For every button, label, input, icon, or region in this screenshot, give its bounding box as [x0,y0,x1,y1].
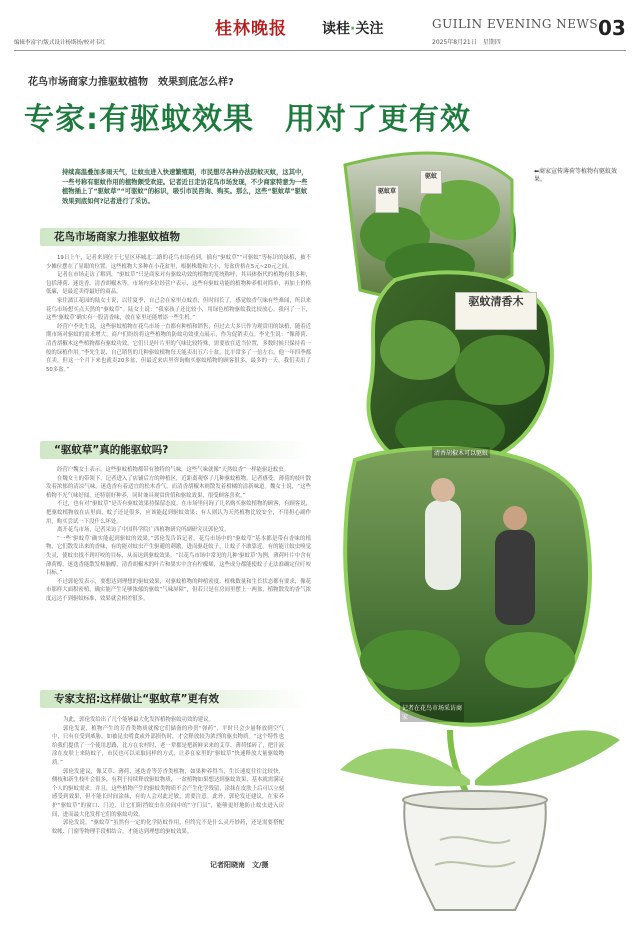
caption-text: 商家宣传薄荷等植物有驱蚊效果。 [534,168,618,183]
section-body-2 [46,466,311,604]
article-lead: 持续高温叠加多雨天气，让蚊虫进入快速繁殖期，市民想尽各种办法防蚊灭蚊，这其中，一些号称有驱蚊作用的植物颇受欢迎。记者近日走访花鸟市场发现，不少商家特意为一些植物插上了“驱蚊草”“可驱蚊”的标识，吸引市民咨询、购买。那么，这些“驱蚊草”驱蚊效果到底如何?记者进行了采访。 [62,169,308,205]
paragraph: 在魏女士的带领下，记者进入了店铺后方的种植区，近距离观察了几种驱蚊植物。记者感受，薄荷的枝叶散发着浓郁的清凉气味，迷迭香有着适宜的松木香气，而清香胡椒木则散发着柑橘的清新味道。魏女士说，“这些植物不光气味好闻，还特别好种养，同时兼具观赏价值和驱蚊效果，很受顾客喜欢。” [46,475,311,499]
section-sub: 关注 [355,21,384,37]
newspaper-english-name: GUILIN EVENING NEWS [432,17,599,31]
section-dot: · [350,21,356,37]
newspaper-name: 桂林晚报 [215,19,287,39]
article-headline: 专家:有驱蚊效果 用对了更有效 [24,102,471,137]
masthead [0,0,640,52]
paragraph: 19日上午，记者来到位于七星区环城北二路的花鸟市场看到，插有“驱蚊草”“可驱蚊”等标识的绿植，被不少摊位摆在了显眼的位置。这些植物大多种在小花盆里，根据株数和大小，每盆价格在5元~20元之间。 [46,255,311,270]
section-title [322,18,383,38]
section-main: 读桂 [322,21,350,37]
paragraph: 不过，也有对“驱蚊草”是否有驱蚊效果持保留态度。在市场里问询了几名购买驱蚊植物的顾客，有顾客说，把驱蚊植物放在店里面，蚊子还是很多，应该能起到驱蚊效果；有人则认为天然植物比较安全，不用担心副作用，购买尝试一下没什么坏处。 [46,501,311,525]
section-heading-1: 花鸟市场商家力推驱蚊植物 [40,228,309,246]
paragraph: 经营户李先生说，这些驱蚊植物在花鸟市场一直都有种植和销售，但过去大多只作为观赏用的绿植，随着近期市场对驱蚊的需求增大，商户们纷纷将这些植物的防蚊功效重点展示，作为促销卖点。李先生说：“像薄荷、清香胡椒木这些植物都有驱蚊功效，它们只是叶片里的气味比较特殊，需要放在适当位置，多数时候只保持着一般的绿植作用。”李先生说，自己销售的几种驱蚊植物每天能卖出五六十盆，比平常多了一倍左右。他一年四季都在卖，但这一个月下来也就卖20多盆，但最近来店里咨询购买驱蚊植物的顾客很多，最多的一天，我们卖出了50多盆。” [46,323,311,373]
article-kicker: 花鸟市场商家力推驱蚊植物 效果到底怎么样? [28,77,234,88]
paragraph: 不过郭伦发表示，要想达到理想的驱蚊效果，对驱蚊植物的种植密度、植株数量和生长状态都有要求，像花市那样大面积密植，确实能产生足够浓郁的驱蚊“气味屏障”，但若只是在房间里摆上一两盆，植物散发的香气浓度远达不到驱蚊标准，效果就会相差很多。 [46,578,311,602]
section-heading-3: 专家支招:这样做让“驱蚊草”更有效 [40,690,309,708]
photo2-caption: 清香胡椒木可以驱蚊 [432,447,490,458]
paragraph: 郭伦发建议，像艾草、薄荷、迷迭香等芳香类植物，如果种养得当，生长速度往往比较快，侧枝和新生枝叶会很多，有利于持续释放驱蚊物质，一盆植物如果想达到驱蚊效果，基本就需满足个人的驱蚊需求。并且，这些植物产生的驱蚊类物质不会产生化学残留，涂抹在皮肤上后可以立刻感受到效果，但不能长时间涂抹，有的人会对此过敏，需要注意。此外，郭伦发还建议，在家养护“驱蚊草”的窗口、门边，让它们阻挡蚊虫在房间中的“守门员”，能够更好地防止蚊虫进入房间，进而最大化发挥它们的驱蚊功效。 [52,768,284,818]
plant-tag-1: 驱蚊草 [375,185,399,213]
editor-credits: 编辑李富宇/版式设计杨斯扬/校对韦红 [14,40,106,46]
byline: 记者阳晓南 文/摄 [210,861,269,869]
photo3-caption: 记者在花鸟市场采访商家 [400,702,464,722]
section-body-1 [46,254,311,374]
section-body-3 [52,716,284,836]
mosquito-plant-sign: 驱蚊清香木 [455,292,537,330]
header-divider [14,50,626,51]
paragraph: 记者在市场走访了解到，“驱蚊草”只是商家对有驱蚊功效的植物的笼统称呼，其具体指代的植物有很多种，包括薄荷、迷迭香、清香胡椒木等。市场内多位经营户表示，这些有驱蚊功能的植物种养相对简单，再加上价格低廉，是最近卖得最好的商品。 [46,272,311,296]
paragraph: 为此，郭伦发给出了几个能够最大化发挥植物驱蚊功效的建议。 [63,717,214,723]
vase-shape [404,800,546,910]
paragraph: 家住漓江花园的陆女士说，以往夏季，自己会在家里点蚊香，但时间长了，感觉蚊香气味有些难闻，所以来花鸟市场想买点天然的“驱蚊草”。陆女士说：“我家孩子还比较小，用绿色植物驱蚊我比较放心。我问了一下，这些‘驱蚊草’确实有一股清香味，放在家里还能增添一些生机。” [46,297,311,322]
issue-date: 2025年8月21日 星期四 [432,39,501,46]
caption-arrow: ⬅ [534,168,540,175]
paragraph: “一些‘驱蚊草’确实能起到驱蚊的效果。”郭伦发告诉记者，花鸟市场中的“驱蚊草”基本都是带有香味的植物，它们散发出来的香味，有的能对蚊虫产生驱避的刺激，进而驱赶蚊子，让蚊子不敢靠近。有的能让蚊虫嗅觉失灵，使蚊虫找不到叮咬的目标，从而达到驱蚊效果。“以花鸟市场中常见的几种‘驱蚊草’为例，薄荷叶片中含有薄荷醇，迷迭香能散发樟脑醇，清香胡椒木的叶片和果实中含有柠檬烯，这些成分都能使蚊子无法准确定位叮咬目标。” [46,535,311,577]
paragraph: 离开花鸟市场，记者采访了中国科学院广西植物研究所副研究员郭伦发。 [57,527,230,534]
plant-vase-illustration [300,140,640,927]
paragraph: 郭伦发说，“驱蚊草”虽然有一定的化学防蚊作用，但终究不是什么灵丹妙药，还是需要搭配蚊帐、门窗等物理手段相结合，才能达到理想的驱蚊效果。 [52,820,284,835]
paragraph: 经营户魏女士表示，这些驱蚊植物都带有独特的气味，这些气味就像“天然蚊香”一样能驱赶蚊虫。 [57,467,289,473]
paragraph: 郭伦发说，植物产生的芳香类物质就像它们储备的珍贵“弹药”，平时只会少量释放到空气中，只有在受到威胁，如被昆虫啃食或外部损伤时，才会释放较为浓烈的驱虫物质。“这个特性也给我们提供了一个使用思路，比方在农村时，老一辈都是把新鲜采来的艾草、薄荷揉碎了，把汁液涂在皮肤上来防蚊子，市民也可以采取同样的方式，让养在家里的“驱蚊草”快速释放大量驱蚊物质。” [52,725,284,766]
page-number: 03 [598,16,626,40]
top-photo-caption [534,168,624,184]
section-heading-2: “驱蚊草”真的能驱蚊吗? [40,441,309,459]
plant-tag-2: 驱蚊 [420,170,442,194]
